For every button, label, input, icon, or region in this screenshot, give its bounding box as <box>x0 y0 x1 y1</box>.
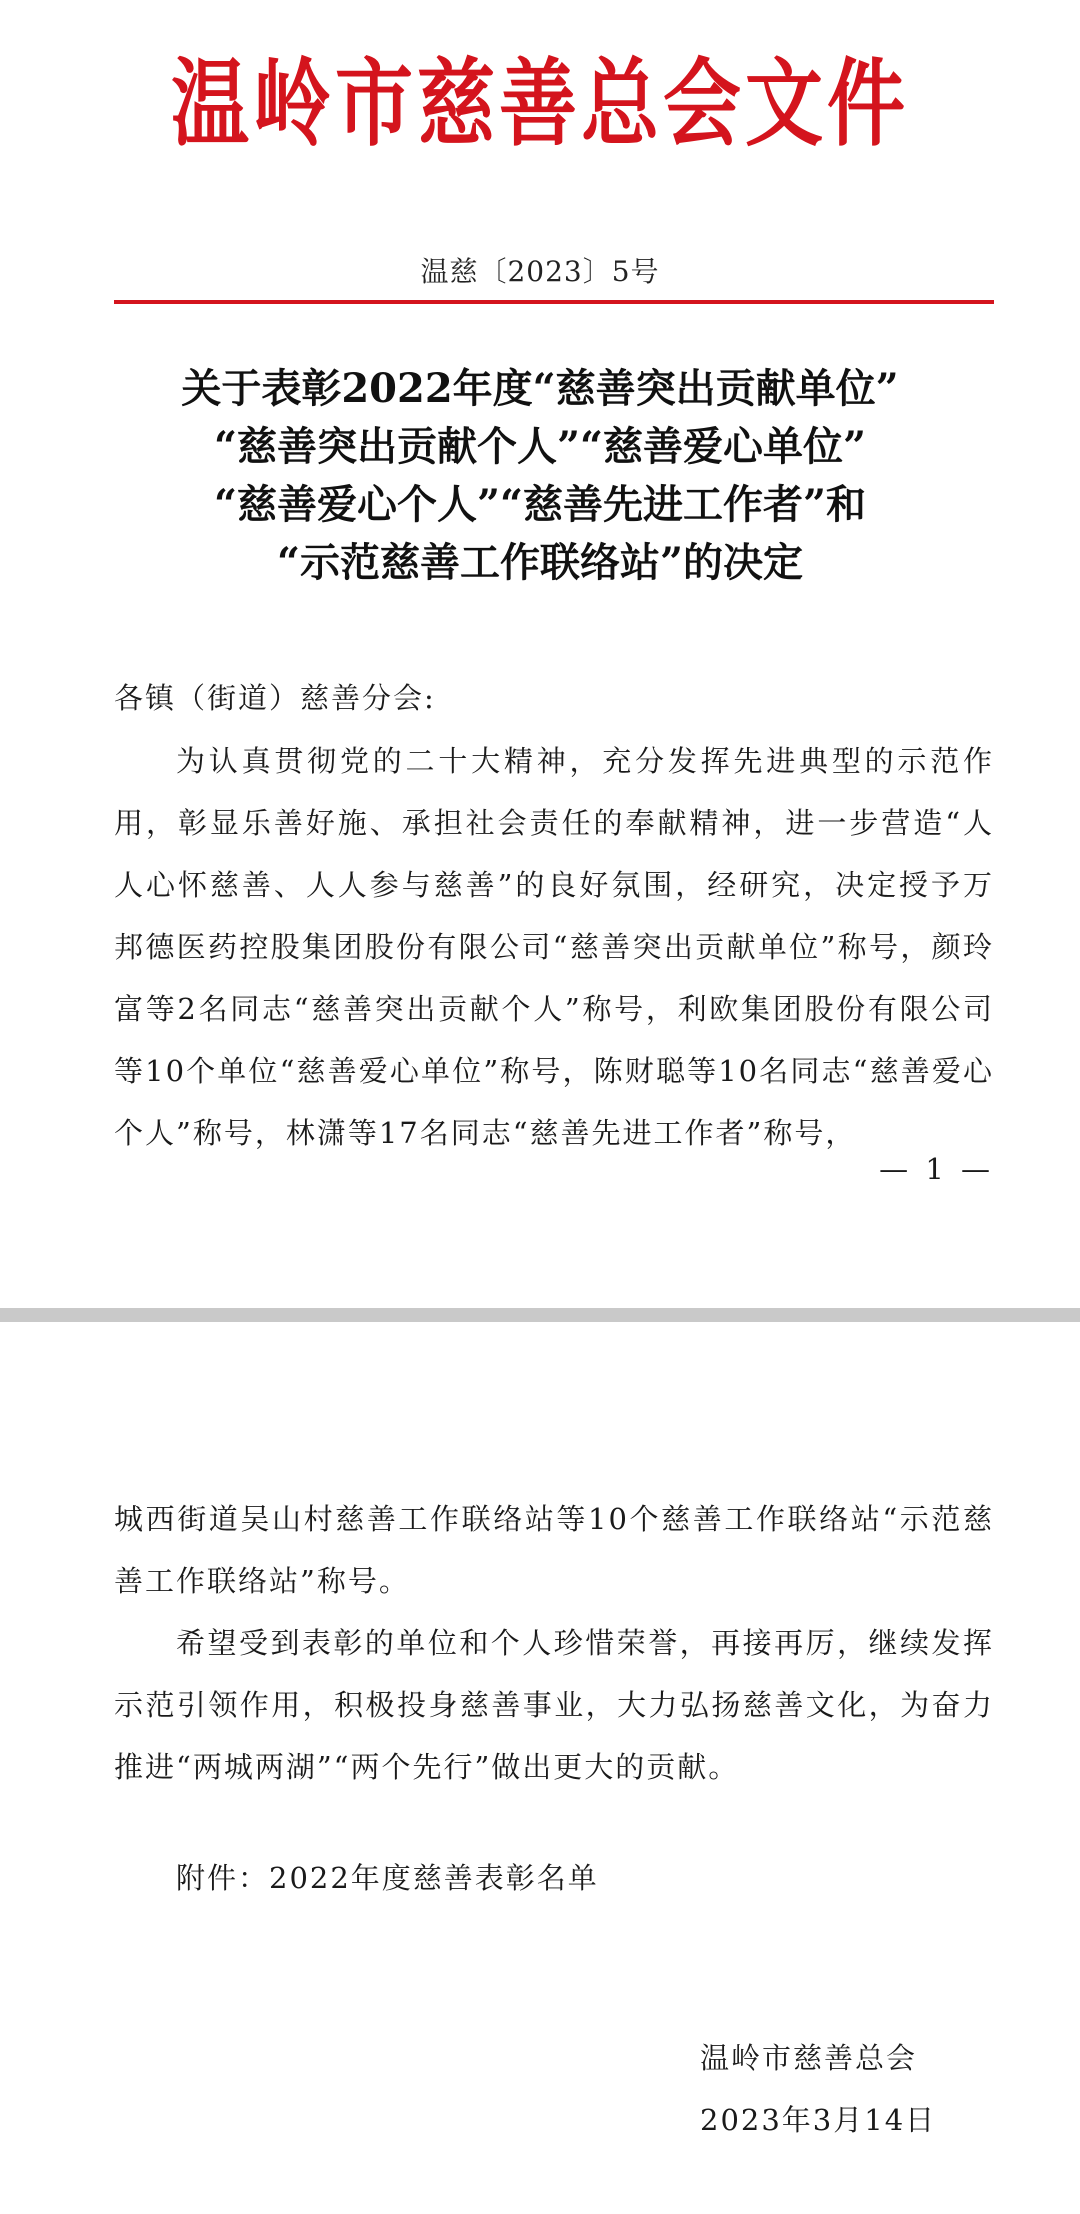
decision-title <box>100 360 980 592</box>
salutation: 各镇（街道）慈善分会: <box>114 681 436 715</box>
decision-title-line: “慈善突出贡献个人”“慈善爱心单位” <box>213 423 867 470</box>
decision-title-line: “慈善爱心个人”“慈善先进工作者”和 <box>213 481 867 528</box>
document-header-title: 温岭市慈善总会文件 <box>170 49 909 160</box>
page-number: — 1 — <box>879 1152 994 1186</box>
issue-date: 2023年3月14日 <box>700 2103 937 2137</box>
decision-title-line: “示范慈善工作联络站”的决定 <box>276 539 803 586</box>
issuer-signature: 温岭市慈善总会 <box>700 2041 918 2075</box>
document-number: 温慈〔2023〕5号 <box>420 255 660 288</box>
body-paragraph-1: 为认真贯彻党的二十大精神，充分发挥先进典型的示范作用，彰显乐善好施、承担社会责任的奉献精神，进一步营造“人人心怀慈善、人人参与慈善”的良好氛围，经研究，决定授予万邦德医药控股集团股份有限公司“慈善突出贡献单位”称号，颜玲富等2名同志“慈善突出贡献个人”称号，利欧集团股份有限公司等10个单位“慈善爱心单位”称号，陈财聪等10名同志“慈善爱心个人”称号，林潇等17名同志“慈善先进工作者”称号， <box>114 744 994 1150</box>
page-separator <box>0 1308 1080 1322</box>
body-paragraph-3: 希望受到表彰的单位和个人珍惜荣誉，再接再厉，继续发挥示范引领作用，积极投身慈善事业，大力弘扬慈善文化，为奋力推进“两城两湖”“两个先行”做出更大的贡献。 <box>114 1626 994 1784</box>
body-paragraph-2: 城西街道吴山村慈善工作联络站等10个慈善工作联络站“示范慈善工作联络站”称号。 <box>114 1502 994 1598</box>
decision-title-line: 关于表彰2022年度“慈善突出贡献单位” <box>181 365 899 412</box>
attachment-note: 附件：2022年度慈善表彰名单 <box>176 1861 599 1895</box>
red-divider-line <box>114 300 994 304</box>
